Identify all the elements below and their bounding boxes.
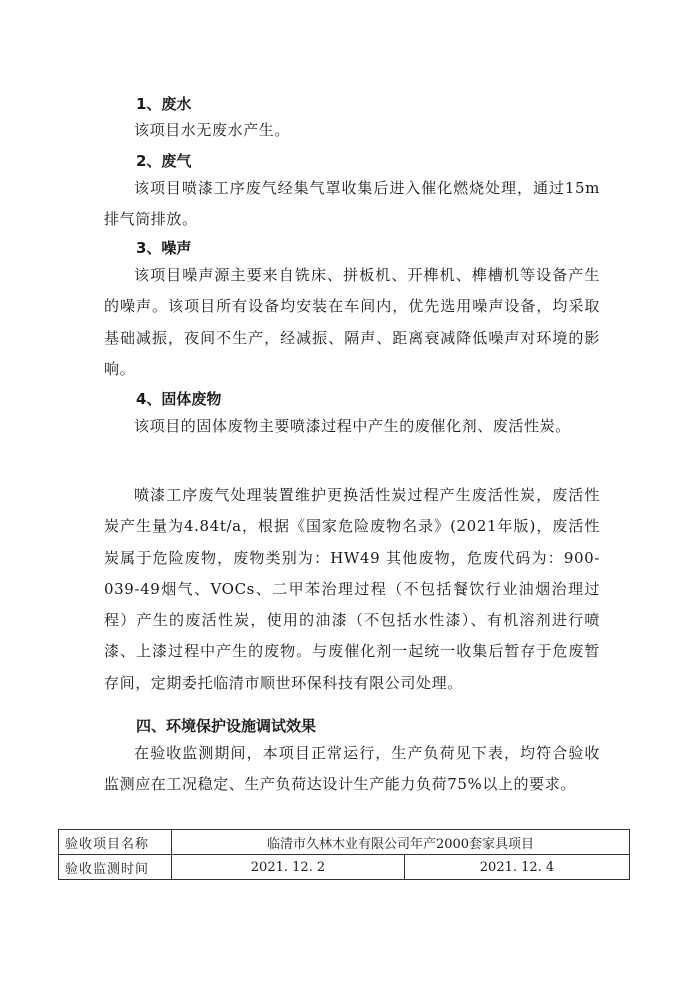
load-table (58, 829, 630, 880)
heading-effects: 四、环境保护设施调试效果 (136, 717, 317, 735)
monitor-time-label: 验收监测时间 (59, 855, 172, 880)
paragraph-solid-waste-2: 喷漆工序废气处理装置维护更换活性炭过程产生废活性炭，废活性炭产生量为4.84t/a，根据《国家危险废物名录》(2021年版)，废活性炭属于危险废物，废物类别为：HW49 其他废物，危废代码为：900-039-49烟气、VOCs、二甲苯治理过程（不包括餐饮行业油烟治理过程）产生的废活性炭，使用的油漆（不包括水性漆）、有机溶剂进行喷漆、上漆过程中产生的废物。与废催化剂一起统一收集后暂存于危废暂存间，定期委托临清市顺世环保科技有限公司处理。 (104, 486, 600, 692)
paragraph-noise: 该项目噪声源主要来自铣床、拼板机、开榫机、榫槽机等设备产生的噪声。该项目所有设备均安装在车间内，优先选用噪声设备，均采取基础减振，夜间不生产，经减振、隔声、距离衰减降低噪声对环境的影响。 (104, 266, 600, 378)
paragraph-exhaust: 该项目喷漆工序废气经集气罩收集后进入催化燃烧处理，通过15m排气筒排放。 (104, 179, 600, 229)
heading-noise: 3、噪声 (136, 239, 192, 257)
paragraph-wastewater: 该项目水无废水产生。 (134, 121, 291, 139)
paragraph-effects: 在验收监测期间，本项目正常运行，生产负荷见下表，均符合验收监测应在工况稳定、生产负荷达设计生产能力负荷75%以上的要求。 (104, 744, 600, 794)
table-row (59, 830, 630, 855)
heading-wastewater: 1、废水 (136, 95, 192, 113)
project-name-value: 临清市久林木业有限公司年产2000套家具项目 (172, 830, 630, 855)
heading-exhaust: 2、废气 (136, 152, 192, 170)
monitor-date-2: 2021. 12. 4 (405, 855, 630, 880)
monitor-date-1: 2021. 12. 2 (172, 855, 405, 880)
heading-solid-waste: 4、固体废物 (136, 390, 222, 408)
project-name-label: 验收项目名称 (59, 830, 172, 855)
paragraph-solid-waste-1: 该项目的固体废物主要喷漆过程中产生的废催化剂、废活性炭。 (134, 417, 571, 435)
table-row (59, 855, 630, 880)
